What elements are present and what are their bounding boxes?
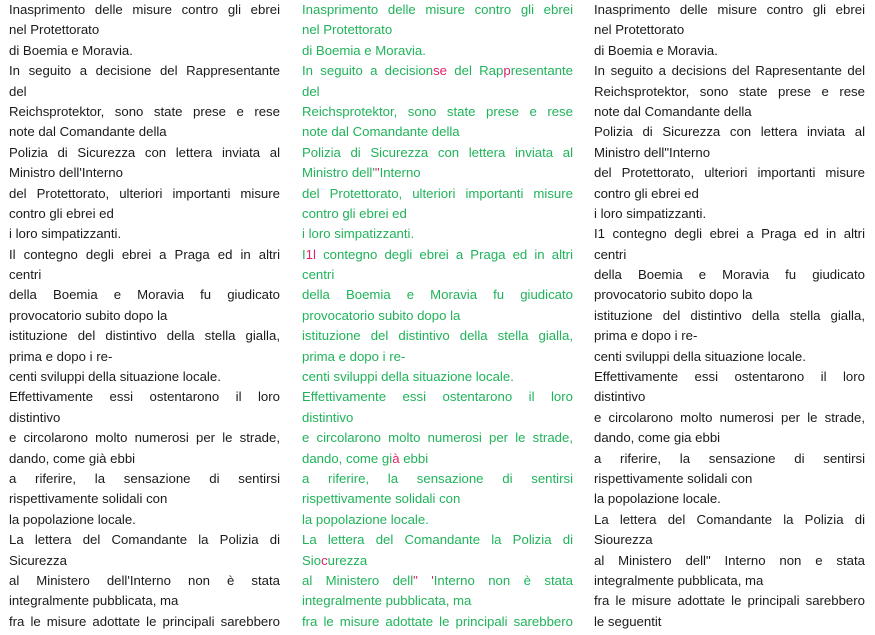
text-line bbox=[302, 265, 573, 285]
text-line: Inasprimento delle misure contro gli ebrei bbox=[9, 2, 280, 17]
text-line bbox=[302, 571, 573, 591]
diff-match-segment: urezza bbox=[327, 552, 368, 568]
diff-match-segment: Interno bbox=[379, 165, 421, 181]
text-line bbox=[302, 469, 573, 489]
text-line: centi sviluppi della situazione locale. bbox=[594, 348, 806, 364]
text-line bbox=[302, 551, 573, 571]
text-line: centi sviluppi della situazione locale. bbox=[9, 369, 221, 385]
text-line: del bbox=[9, 83, 27, 99]
text-line: di Boemia e Moravia. bbox=[9, 42, 133, 58]
text-line: note dal Comandante della bbox=[9, 124, 167, 140]
diff-match-segment: Effettivamente essi ostentarono il loro bbox=[302, 389, 573, 405]
text-line: Reichsprotektor, sono state prese e rese bbox=[9, 103, 280, 119]
diff-match-segment: resentante bbox=[510, 63, 573, 79]
diff-mismatch-segment: 1 bbox=[305, 246, 314, 262]
diff-match-segment: ebbi bbox=[399, 450, 429, 466]
text-line: la popolazione locale. bbox=[9, 511, 136, 527]
text-line: contro gli ebrei ed bbox=[594, 185, 699, 201]
diff-match-segment: prima e dopo i re- bbox=[302, 348, 406, 364]
text-line: provocatorio subito dopo la bbox=[594, 287, 753, 303]
diff-match-segment: la popolazione locale. bbox=[302, 511, 429, 527]
text-line: dando, come già ebbi bbox=[9, 450, 136, 466]
diff-match-segment: del bbox=[302, 83, 320, 99]
text-line: i loro simpatizzanti. bbox=[9, 226, 122, 242]
text-line: al Ministero dell'Interno non è stata bbox=[9, 572, 280, 588]
diff-match-segment: fra le misure adottate le principali sarebbero bbox=[302, 613, 573, 629]
text-line: I1 contegno degli ebrei a Praga ed in altri bbox=[594, 226, 865, 242]
text-line bbox=[302, 387, 573, 407]
text-line: Reichsprotektor, sono state prese e rese bbox=[594, 83, 865, 99]
diff-match-segment: Reichsprotektor, sono state prese e rese bbox=[302, 103, 573, 119]
ocr-column bbox=[594, 0, 865, 632]
diff-match-segment: nel Protettorato bbox=[302, 22, 393, 38]
text-line bbox=[302, 347, 573, 367]
diff-match-segment: del Rap bbox=[447, 63, 504, 79]
diff-match-segment: contro gli ebrei ed bbox=[302, 205, 407, 221]
text-line bbox=[302, 428, 573, 448]
diff-match-segment: di Boemia e Moravia. bbox=[302, 42, 426, 58]
text-line: e circolarono molto numerosi per le strade, bbox=[9, 430, 280, 446]
text-line bbox=[302, 143, 573, 163]
text-line bbox=[302, 224, 573, 244]
text-line: le seguentit bbox=[594, 613, 662, 629]
diff-match-segment: Inasprimento delle misure contro gli ebrei bbox=[302, 2, 573, 17]
text-line: dando, come gia ebbi bbox=[594, 430, 721, 446]
text-line: integralmente pubblicata, ma bbox=[9, 593, 179, 609]
text-line: del Protettorato, ulteriori importanti misure bbox=[9, 185, 280, 201]
text-line bbox=[302, 326, 573, 346]
text-line: Ministro dell"Interno bbox=[594, 144, 711, 160]
text-line: a riferire, la sensazione di sentirsi bbox=[9, 470, 280, 486]
diff-match-segment: I bbox=[302, 246, 306, 262]
text-line: integralmente pubblicata, ma bbox=[594, 572, 764, 588]
text-line: e circolarono molto numerosi per le strade, bbox=[594, 409, 865, 425]
diff-mismatch-segment: c bbox=[321, 552, 328, 568]
diff-match-segment: note dal Comandante della bbox=[302, 124, 460, 140]
diff-mismatch-segment: s bbox=[433, 63, 440, 79]
diff-mismatch-segment: e bbox=[439, 63, 447, 79]
text-line: la popolazione locale. bbox=[594, 491, 721, 507]
reference-column bbox=[9, 0, 280, 632]
text-line: nel Protettorato bbox=[9, 22, 100, 38]
diff-match-segment: Interno non è stata bbox=[433, 572, 573, 588]
diff-match-segment: Sio bbox=[302, 552, 322, 568]
diff-mismatch-segment: " bbox=[374, 165, 380, 181]
diff-mismatch-segment: à bbox=[392, 450, 400, 466]
text-line: contro gli ebrei ed bbox=[9, 205, 114, 221]
text-line: della Boemia e Moravia fu giudicato bbox=[594, 267, 865, 283]
text-line: Polizia di Sicurezza con lettera inviata al bbox=[9, 144, 280, 160]
text-line bbox=[302, 285, 573, 305]
text-line: nel Protettorato bbox=[594, 22, 685, 38]
diff-match-segment: e circolarono molto numerosi per le strade, bbox=[302, 430, 573, 446]
text-line: In seguito a decisione del Rappresentante bbox=[9, 63, 280, 79]
text-line: rispettivamente solidali con bbox=[594, 470, 753, 486]
text-line: Ministro dell'Interno bbox=[9, 165, 123, 181]
text-line: prima e dopo i re- bbox=[9, 348, 113, 364]
diff-mismatch-segment: p bbox=[503, 63, 511, 79]
text-line bbox=[302, 20, 573, 40]
diff-match-segment: del Protettorato, ulteriori importanti misure bbox=[302, 185, 573, 201]
diff-match-segment: contegno degli ebrei a Praga ed in altri bbox=[315, 246, 573, 262]
text-line: In seguito a decisions del Rapresentante del bbox=[594, 63, 865, 79]
text-line bbox=[302, 41, 573, 61]
diff-match-segment: i loro simpatizzanti. bbox=[302, 226, 415, 242]
text-line: Sicurezza bbox=[9, 552, 67, 568]
text-line: La lettera del Comandante la Polizia di bbox=[594, 511, 865, 527]
diff-match-segment: centri bbox=[302, 267, 335, 283]
text-line bbox=[302, 449, 573, 469]
text-line bbox=[302, 530, 573, 550]
diff-match-segment: a riferire, la sensazione di sentirsi bbox=[302, 470, 573, 486]
text-line: distintivo bbox=[594, 389, 646, 405]
text-line: fra le misure adottate le principali sarebbero bbox=[9, 613, 280, 629]
text-line bbox=[302, 306, 573, 326]
text-line: Siourezza bbox=[594, 532, 653, 548]
text-line bbox=[302, 184, 573, 204]
text-line: Effettivamente essi ostentarono il loro bbox=[594, 369, 865, 385]
text-line: La lettera del Comandante la Polizia di bbox=[9, 532, 280, 548]
text-line: del Protettorato, ulteriori importanti misure bbox=[594, 165, 865, 181]
text-line: istituzione del distintivo della stella gialla, bbox=[9, 328, 280, 344]
text-line: a riferire, la sensazione di sentirsi bbox=[594, 450, 865, 466]
text-line bbox=[302, 204, 573, 224]
text-line: fra le misure adottate le principali sarebbero bbox=[594, 593, 865, 609]
text-line: istituzione del distintivo della stella gialla, bbox=[594, 307, 865, 323]
text-line bbox=[302, 489, 573, 509]
diff-match-segment: istituzione del distintivo della stella gialla, bbox=[302, 328, 573, 344]
diff-column bbox=[302, 0, 573, 632]
diff-match-segment: distintivo bbox=[302, 409, 354, 425]
text-line bbox=[302, 367, 573, 387]
text-line: i loro simpatizzanti. bbox=[594, 205, 707, 221]
text-line: rispettivamente solidali con bbox=[9, 491, 168, 507]
text-line: distintivo bbox=[9, 409, 61, 425]
diff-match-segment: al Ministero dell bbox=[302, 572, 414, 588]
text-line bbox=[302, 591, 573, 611]
text-line: Inasprimento delle misure contro gli ebrei bbox=[594, 2, 865, 17]
text-line bbox=[302, 102, 573, 122]
text-line: al Ministero dell" Interno non e stata bbox=[594, 552, 865, 568]
text-line: note dal Comandante della bbox=[594, 103, 752, 119]
text-line: centri bbox=[594, 246, 627, 262]
text-line bbox=[302, 245, 573, 265]
text-line bbox=[302, 122, 573, 142]
text-line: Effettivamente essi ostentarono il loro bbox=[9, 389, 280, 405]
text-line bbox=[302, 163, 573, 183]
diff-match-segment: centi sviluppi della situazione locale. bbox=[302, 369, 514, 385]
diff-match-segment: Polizia di Sicurezza con lettera inviata al bbox=[302, 144, 573, 160]
diff-match-segment: integralmente pubblicata, ma bbox=[302, 593, 472, 609]
diff-match-segment: provocatorio subito dopo la bbox=[302, 307, 461, 323]
text-line bbox=[302, 61, 573, 81]
text-line bbox=[302, 0, 573, 20]
diff-match-segment: La lettera del Comandante la Polizia di bbox=[302, 532, 573, 548]
text-line bbox=[302, 612, 573, 632]
text-line: della Boemia e Moravia fu giudicato bbox=[9, 287, 280, 303]
text-line: Polizia di Sicurezza con lettera inviata al bbox=[594, 124, 865, 140]
diff-mismatch-segment: l bbox=[313, 246, 316, 262]
text-line: provocatorio subito dopo la bbox=[9, 307, 168, 323]
text-line bbox=[302, 510, 573, 530]
diff-match-segment: rispettivamente solidali con bbox=[302, 491, 461, 507]
diff-match-segment: della Boemia e Moravia fu giudicato bbox=[302, 287, 573, 303]
text-line: di Boemia e Moravia. bbox=[594, 42, 718, 58]
text-line: centri bbox=[9, 267, 42, 283]
diff-mismatch-segment: " ' bbox=[413, 572, 434, 588]
diff-match-segment: In seguito a decision bbox=[302, 63, 434, 79]
diff-match-segment: dando, come gi bbox=[302, 450, 393, 466]
text-line bbox=[302, 408, 573, 428]
diff-match-segment: Ministro dell' bbox=[302, 165, 375, 181]
text-line: prima e dopo i re- bbox=[594, 328, 698, 344]
text-line bbox=[302, 82, 573, 102]
text-line: Il contegno degli ebrei a Praga ed in altri bbox=[9, 246, 280, 262]
